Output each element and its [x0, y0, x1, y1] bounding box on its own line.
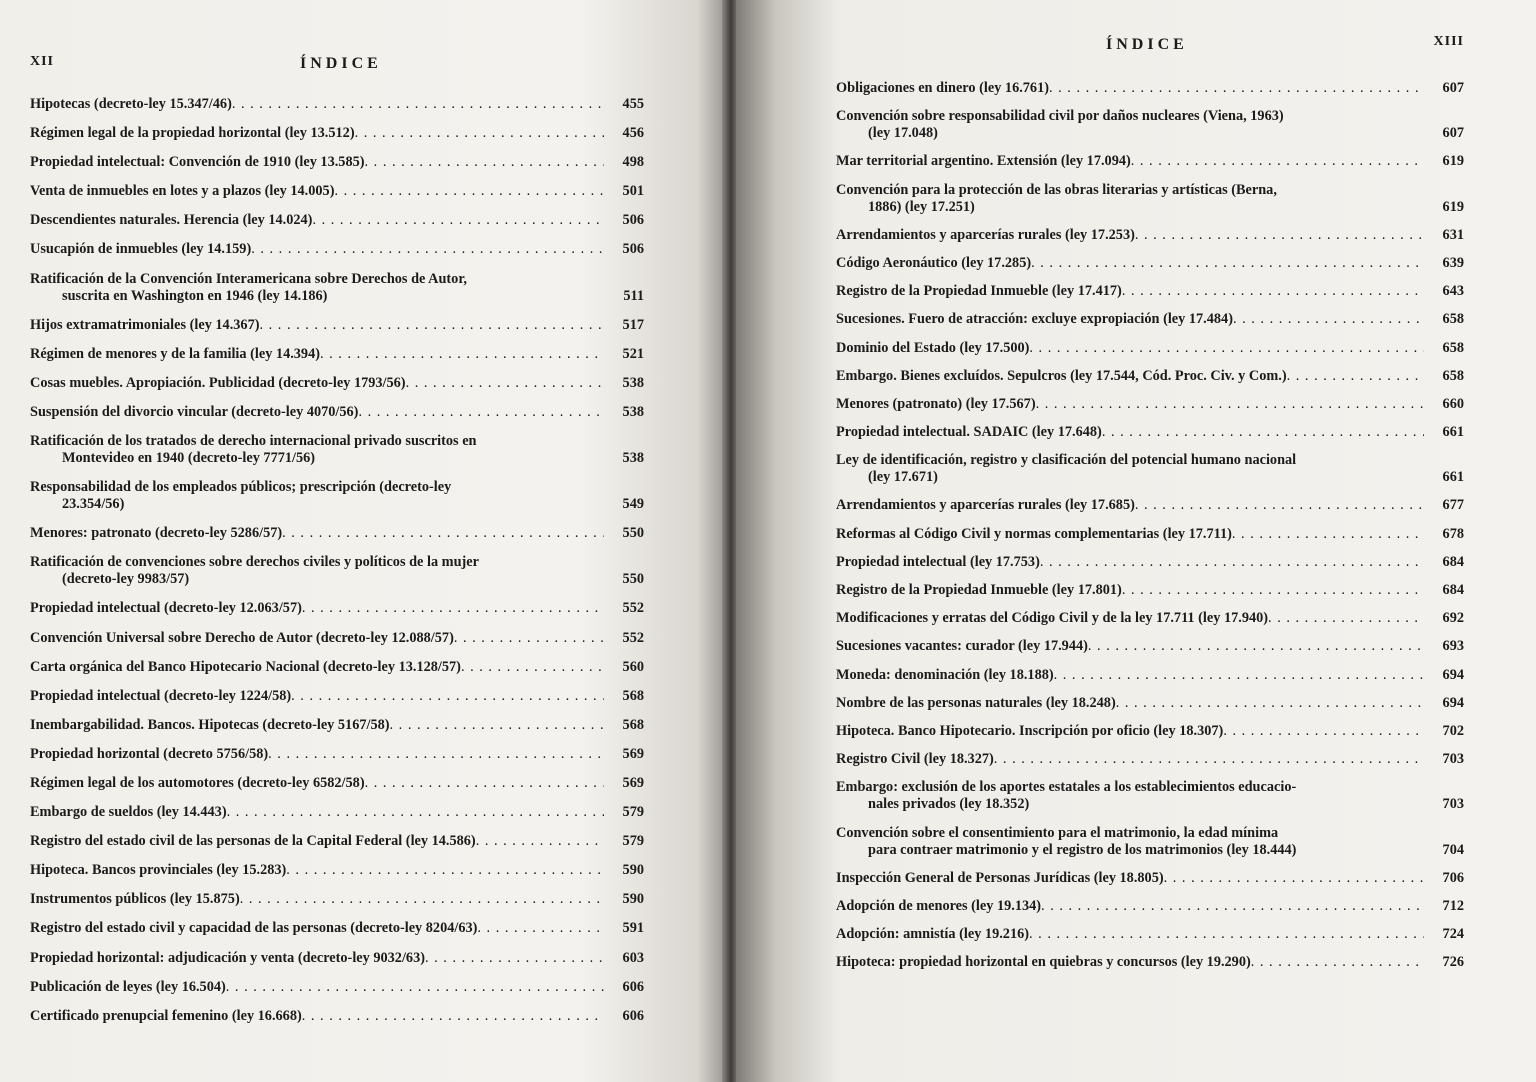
index-entry-list: [836, 80, 1464, 971]
entry-title: [836, 723, 1424, 740]
entry-title-line: Propiedad horizontal (decreto 5756/58): [30, 745, 269, 762]
entry-page-number: 456: [622, 125, 644, 142]
entry-page-number: 702: [1442, 722, 1464, 739]
entry-title: [30, 317, 604, 334]
running-title: ÍNDICE: [1106, 36, 1188, 53]
entry-title: [30, 375, 604, 392]
entry-title: [30, 96, 604, 113]
entry-title: [836, 283, 1424, 300]
entry-title: [836, 954, 1424, 971]
entry-title: [836, 311, 1424, 328]
index-entry: [30, 154, 644, 171]
entry-title: [30, 746, 604, 763]
entry-title-line: Convención sobre responsabilidad civil por daños nucleares (Viena, 1963): [836, 108, 1284, 125]
page-header: [30, 0, 644, 96]
entry-page-number: 568: [622, 687, 644, 704]
entry-page-number: 579: [622, 833, 644, 850]
index-entry: [30, 125, 644, 142]
entry-page-number: 550: [622, 525, 644, 542]
entry-title-line: Embargo de sueldos (ley 14.443): [30, 804, 227, 821]
entry-title: [30, 891, 604, 908]
entry-title-line: Obligaciones en dinero (ley 16.761): [836, 80, 1049, 96]
entry-title-continuation: 23.354/56): [62, 496, 125, 513]
entry-page-number: 590: [622, 862, 644, 879]
entry-title: [30, 554, 604, 588]
entry-title: [836, 255, 1424, 272]
entry-title-line: Registro del estado civil de las personas de la Capital Federal (ley 14.586): [30, 833, 476, 850]
entry-page-number: 703: [1442, 796, 1464, 813]
page-folio: XII: [30, 54, 55, 69]
index-entry: [836, 779, 1464, 813]
entry-title: [30, 404, 604, 421]
index-entry: [30, 433, 644, 467]
entry-page-number: 521: [622, 345, 644, 362]
index-entry: [30, 271, 644, 305]
entry-title: [30, 775, 604, 792]
entry-title: [836, 870, 1424, 887]
entry-title-continuation: 1886) (ley 17.251): [868, 198, 975, 215]
index-entry: [30, 833, 644, 850]
entry-title-line: Régimen de menores y de la familia (ley 14.394): [30, 345, 320, 362]
entry-page-number: 549: [622, 496, 644, 513]
entry-title: [30, 600, 604, 617]
entry-title: [30, 271, 604, 305]
index-entry: [30, 746, 644, 763]
entry-page-number: 658: [1442, 339, 1464, 356]
entry-title: [836, 751, 1424, 768]
entry-title-line: Propiedad intelectual. SADAIC (ley 17.648): [836, 424, 1102, 441]
entry-title-line: Usucapión de inmuebles (ley 14.159): [30, 241, 252, 258]
entry-page-number: 501: [622, 183, 644, 200]
index-entry: [836, 870, 1464, 887]
entry-page-number: 658: [1442, 367, 1464, 384]
index-entry: [30, 375, 644, 392]
entry-page-number: 703: [1442, 751, 1464, 768]
entry-title-line: Arrendamientos y aparcerías rurales (ley 17.253): [836, 226, 1135, 243]
entry-title: [30, 212, 604, 229]
entry-title-line: Convención sobre el consentimiento para el matrimonio, la edad mínima: [836, 824, 1279, 841]
entry-page-number: 712: [1442, 897, 1464, 914]
entry-title-line: Propiedad intelectual: Convención de 1910 (ley 13.585): [30, 154, 365, 171]
entry-title-line: Propiedad intelectual (decreto-ley 1224/58): [30, 687, 292, 704]
entry-title-line: Propiedad intelectual (ley 17.753): [836, 553, 1040, 570]
index-entry: [836, 554, 1464, 571]
entry-title-line: Ratificación de los tratados de derecho internacional privado suscritos en: [30, 433, 477, 450]
entry-page-number: 538: [622, 450, 644, 467]
entry-title-line: Instrumentos públicos (ley 15.875): [30, 891, 240, 908]
index-entry: [30, 862, 644, 879]
entry-title: [30, 804, 604, 821]
entry-page-number: 568: [622, 716, 644, 733]
index-entry: [836, 452, 1464, 486]
entry-page-number: 704: [1442, 841, 1464, 858]
entry-title-line: Menores: patronato (decreto-ley 5286/57): [30, 525, 283, 542]
entry-title: [836, 638, 1424, 655]
entry-title-line: Registro de la Propiedad Inmueble (ley 17.801): [836, 582, 1122, 598]
entry-page-number: 684: [1442, 553, 1464, 570]
entry-title-line: Adopción de menores (ley 19.134): [836, 897, 1042, 914]
index-entry: [30, 183, 644, 200]
index-entry: [836, 751, 1464, 768]
index-entry: [836, 526, 1464, 543]
index-entry: [836, 667, 1464, 684]
entry-title: [836, 497, 1424, 514]
entry-title-line: Dominio del Estado (ley 17.500): [836, 339, 1030, 356]
entry-page-number: 607: [1442, 125, 1464, 142]
entry-page-number: 506: [622, 212, 644, 229]
entry-title-line: Propiedad horizontal: adjudicación y venta (decreto-ley 9032/63): [30, 949, 425, 966]
entry-title-line: Responsabilidad de los empleados públicos; prescripción (decreto-ley: [30, 479, 452, 496]
entry-title-continuation: (ley 17.048): [868, 125, 938, 142]
entry-title-line: Nombre de las personas naturales (ley 18.248): [836, 694, 1116, 711]
entry-page-number: 724: [1442, 926, 1464, 943]
entry-title: [30, 479, 604, 513]
index-entry: [836, 396, 1464, 413]
index-entry: [836, 582, 1464, 599]
entry-title: [30, 979, 604, 996]
entry-title: [836, 582, 1424, 599]
entry-page-number: 591: [622, 920, 644, 937]
index-entry: [836, 80, 1464, 97]
entry-page-number: 684: [1442, 582, 1464, 598]
entry-page-number: 538: [622, 403, 644, 420]
entry-title-line: Cosas muebles. Apropiación. Publicidad (decreto-ley 1793/56): [30, 374, 406, 391]
entry-title: [30, 433, 604, 467]
entry-title-line: Inembargabilidad. Bancos. Hipotecas (decreto-ley 5167/58): [30, 716, 390, 733]
entry-page-number: 726: [1442, 954, 1464, 971]
entry-page-number: 517: [622, 316, 644, 333]
entry-title: [30, 125, 604, 142]
index-entry: [30, 659, 644, 676]
entry-title-line: Embargo: exclusión de los aportes estatales a los establecimientos educacio-: [836, 779, 1297, 796]
entry-page-number: 506: [622, 241, 644, 258]
entry-page-number: 694: [1442, 694, 1464, 711]
entry-page-number: 579: [622, 804, 644, 821]
index-entry: [30, 525, 644, 542]
entry-title: [836, 898, 1424, 915]
entry-title: [30, 241, 604, 258]
index-entry: [836, 898, 1464, 915]
index-entry: [30, 554, 644, 588]
index-entry: [836, 227, 1464, 244]
entry-title-line: Ley de identificación, registro y clasificación del potencial humano nacional: [836, 452, 1297, 469]
entry-page-number: 677: [1442, 497, 1464, 514]
index-entry: [836, 954, 1464, 971]
entry-page-number: 678: [1442, 525, 1464, 542]
index-entry: [836, 723, 1464, 740]
index-entry-list: [30, 96, 644, 1025]
entry-title: [30, 659, 604, 676]
index-entry: [30, 891, 644, 908]
entry-page-number: 619: [1442, 153, 1464, 170]
entry-title: [836, 926, 1424, 943]
index-entry: [30, 688, 644, 705]
entry-title: [836, 779, 1424, 813]
index-entry: [836, 610, 1464, 627]
entry-page-number: 538: [622, 374, 644, 391]
entry-title-line: Certificado prenupcial femenino (ley 16.668): [30, 1007, 302, 1024]
entry-title: [30, 525, 604, 542]
index-entry: [30, 404, 644, 421]
entry-page-number: 639: [1442, 254, 1464, 271]
entry-title: [836, 182, 1424, 216]
entry-page-number: 619: [1442, 198, 1464, 215]
entry-title-continuation: Montevideo en 1940 (decreto-ley 7771/56): [62, 450, 316, 467]
entry-title-line: Adopción: amnistía (ley 19.216): [836, 926, 1030, 943]
entry-page-number: 560: [622, 658, 644, 675]
index-entry: [30, 241, 644, 258]
entry-page-number: 694: [1442, 666, 1464, 683]
entry-title-line: Hipoteca. Bancos provinciales (ley 15.283): [30, 862, 287, 879]
entry-title-line: Arrendamientos y aparcerías rurales (ley 17.685): [836, 497, 1135, 514]
entry-title-line: Sucesiones vacantes: curador (ley 17.944): [836, 638, 1088, 655]
index-entry: [30, 317, 644, 334]
entry-page-number: 455: [622, 96, 644, 112]
entry-title-line: Hipotecas (decreto-ley 15.347/46): [30, 96, 232, 112]
index-entry: [30, 96, 644, 113]
entry-title: [836, 554, 1424, 571]
entry-title: [30, 950, 604, 967]
page-folio: XIII: [1433, 34, 1464, 49]
index-entry: [30, 717, 644, 734]
entry-title-line: Hijos extramatrimoniales (ley 14.367): [30, 316, 260, 333]
index-entry: [30, 979, 644, 996]
entry-title-line: Reformas al Código Civil y normas complementarias (ley 17.711): [836, 525, 1232, 542]
entry-title: [836, 610, 1424, 627]
entry-title-line: Inspección General de Personas Jurídicas (ley 18.805): [836, 869, 1164, 886]
entry-title-line: Modificaciones y erratas del Código Civil y de la ley 17.711 (ley 17.940): [836, 610, 1269, 627]
index-entry: [836, 926, 1464, 943]
index-entry: [836, 255, 1464, 272]
index-entry: [30, 775, 644, 792]
entry-title-line: Régimen legal de la propiedad horizontal (ley 13.512): [30, 125, 355, 142]
entry-title: [836, 695, 1424, 712]
entry-title-line: Propiedad intelectual (decreto-ley 12.063/57): [30, 600, 302, 617]
index-entry: [836, 825, 1464, 859]
entry-page-number: 590: [622, 891, 644, 908]
index-entry: [30, 804, 644, 821]
entry-page-number: 660: [1442, 395, 1464, 412]
index-entry: [30, 1008, 644, 1025]
index-entry: [836, 311, 1464, 328]
entry-title-line: Convención Universal sobre Derecho de Autor (decreto-ley 12.088/57): [30, 629, 454, 646]
entry-page-number: 552: [622, 629, 644, 646]
entry-title-line: Carta orgánica del Banco Hipotecario Nacional (decreto-ley 13.128/57): [30, 658, 461, 675]
entry-title: [836, 368, 1424, 385]
entry-title: [30, 346, 604, 363]
entry-title-continuation: suscrita en Washington en 1946 (ley 14.186): [62, 287, 328, 304]
entry-title-line: Suspensión del divorcio vincular (decreto-ley 4070/56): [30, 403, 359, 420]
entry-title: [30, 154, 604, 171]
entry-page-number: 661: [1442, 424, 1464, 441]
entry-title: [30, 1008, 604, 1025]
entry-page-number: 607: [1442, 80, 1464, 96]
entry-title-line: Mar territorial argentino. Extensión (ley 17.094): [836, 153, 1131, 170]
index-entry: [836, 638, 1464, 655]
entry-title: [30, 688, 604, 705]
entry-title-continuation: (decreto-ley 9983/57): [62, 571, 190, 588]
entry-title: [30, 920, 604, 937]
entry-title-line: Moneda: denominación (ley 18.188): [836, 666, 1054, 683]
entry-title-continuation: nales privados (ley 18.352): [868, 796, 1030, 813]
entry-page-number: 692: [1442, 610, 1464, 627]
entry-title-line: Ratificación de la Convención Interamericana sobre Derechos de Autor,: [30, 270, 467, 287]
entry-page-number: 631: [1442, 226, 1464, 243]
entry-title-line: Hipoteca. Banco Hipotecario. Inscripción por oficio (ley 18.307): [836, 722, 1224, 739]
running-title: ÍNDICE: [300, 55, 382, 72]
index-entry: [836, 497, 1464, 514]
entry-page-number: 550: [622, 571, 644, 588]
entry-title-line: Convención para la protección de las obras literarias y artísticas (Berna,: [836, 181, 1277, 198]
entry-title: [30, 862, 604, 879]
entry-title-line: Registro Civil (ley 18.327): [836, 751, 994, 768]
entry-page-number: 569: [622, 745, 644, 762]
entry-page-number: 569: [622, 774, 644, 791]
right-page: [736, 0, 1536, 1082]
entry-page-number: 643: [1442, 283, 1464, 300]
entry-title-line: Publicación de leyes (ley 16.504): [30, 978, 226, 995]
entry-title-line: Registro del estado civil y capacidad de las personas (decreto-ley 8204/63): [30, 920, 478, 937]
entry-title-continuation: para contraer matrimonio y el registro de los matrimonios (ley 18.444): [868, 841, 1297, 858]
entry-title: [836, 340, 1424, 357]
entry-page-number: 606: [622, 978, 644, 995]
entry-title: [836, 396, 1424, 413]
index-entry: [30, 920, 644, 937]
entry-title: [836, 452, 1424, 486]
entry-title-line: Sucesiones. Fuero de atracción: excluye expropiación (ley 17.484): [836, 311, 1233, 328]
index-entry: [836, 340, 1464, 357]
index-entry: [30, 600, 644, 617]
index-entry: [836, 368, 1464, 385]
index-entry: [836, 695, 1464, 712]
entry-title: [836, 153, 1424, 170]
entry-title-line: Venta de inmuebles en lotes y a plazos (ley 14.005): [30, 183, 335, 200]
entry-page-number: 552: [622, 600, 644, 617]
entry-title: [836, 80, 1424, 97]
entry-title: [836, 227, 1424, 244]
entry-page-number: 603: [622, 949, 644, 966]
index-entry: [30, 630, 644, 647]
entry-page-number: 661: [1442, 469, 1464, 486]
entry-title: [30, 833, 604, 850]
entry-title-line: Ratificación de convenciones sobre derechos civiles y políticos de la mujer: [30, 554, 479, 571]
entry-title-line: Descendientes naturales. Herencia (ley 14.024): [30, 212, 313, 229]
entry-title-continuation: (ley 17.671): [868, 469, 938, 486]
index-entry: [30, 212, 644, 229]
entry-title-line: Hipoteca: propiedad horizontal en quiebras y concursos (ley 19.290): [836, 954, 1251, 971]
index-entry: [30, 346, 644, 363]
entry-page-number: 706: [1442, 869, 1464, 886]
entry-title: [30, 717, 604, 734]
entry-title-line: Menores (patronato) (ley 17.567): [836, 395, 1036, 412]
entry-page-number: 511: [623, 287, 644, 304]
entry-title-line: Código Aeronáutico (ley 17.285): [836, 254, 1032, 271]
entry-title-line: Registro de la Propiedad Inmueble (ley 17.417): [836, 283, 1122, 300]
index-entry: [30, 479, 644, 513]
index-entry: [836, 153, 1464, 170]
entry-title: [836, 667, 1424, 684]
entry-title: [30, 630, 604, 647]
entry-title: [836, 108, 1424, 142]
index-entry: [836, 182, 1464, 216]
entry-page-number: 658: [1442, 311, 1464, 328]
entry-title-line: Embargo. Bienes excluídos. Sepulcros (ley 17.544, Cód. Proc. Civ. y Com.): [836, 367, 1287, 384]
entry-page-number: 606: [622, 1007, 644, 1024]
index-entry: [836, 424, 1464, 441]
left-page: [0, 0, 726, 1082]
index-entry: [30, 950, 644, 967]
entry-title: [836, 526, 1424, 543]
entry-title-line: Régimen legal de los automotores (decreto-ley 6582/58): [30, 774, 365, 791]
entry-title: [836, 424, 1424, 441]
index-entry: [836, 108, 1464, 142]
entry-page-number: 498: [622, 154, 644, 171]
entry-page-number: 693: [1442, 638, 1464, 655]
entry-title: [836, 825, 1424, 859]
entry-title: [30, 183, 604, 200]
index-entry: [836, 283, 1464, 300]
